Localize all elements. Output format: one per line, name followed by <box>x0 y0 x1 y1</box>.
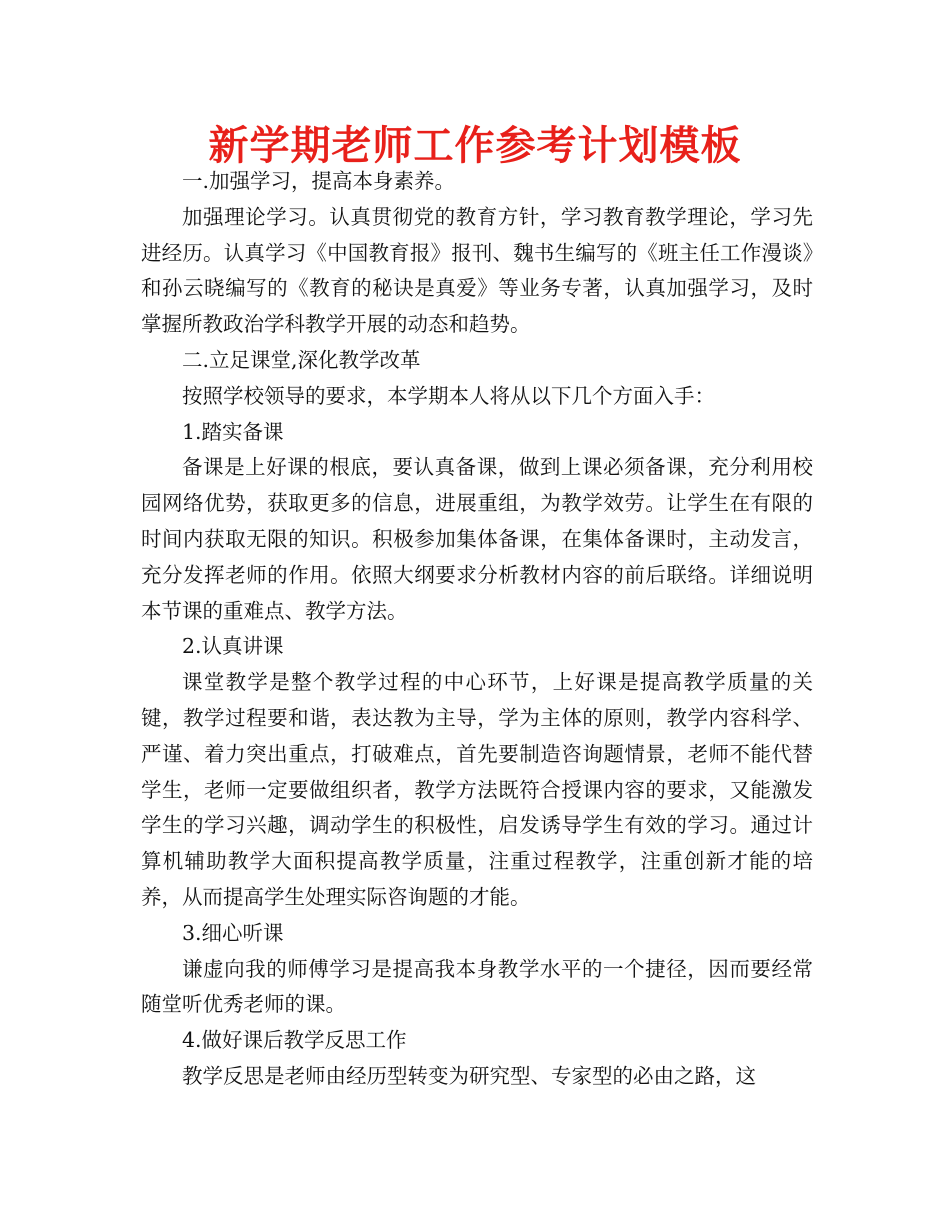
paragraph-intro: 按照学校领导的要求，本学期本人将从以下几个方面入手： <box>182 383 715 408</box>
section-heading-2: 二.立足课堂,深化教学改革 <box>182 347 421 372</box>
document-title: 新学期老师工作参考计划模板 <box>208 123 742 169</box>
paragraph-lesson-prep: 备课是上好课的根底，要认真备课，做到上课必须备课，充分利用校园网络优势，获取更多的信息，进展重组，为教学效劳。让学生在有限的时间内获取无限的知识。积极参加集体备课，在集体备课时，主动发言，充分发挥老师的作用。依照大纲要求分析教材内容的前后联络。详细说明本节课的重难点、教学方法。 <box>141 455 813 623</box>
subheading-reflection: 4.做好课后教学反思工作 <box>182 1028 407 1053</box>
subheading-observation: 3.细心听课 <box>182 920 284 945</box>
paragraph-reflection: 教学反思是老师由经历型转变为研究型、专家型的必由之路，这 <box>182 1063 756 1088</box>
paragraph-teaching: 课堂教学是整个教学过程的中心环节，上好课是提高教学质量的关键，教学过程要和谐，表达教为主导，学为主体的原则，教学内容科学、严谨、着力突出重点，打破难点，首先要制造咨询题情景，老师不能代替学生，老师一定要做组织者，教学方法既符合授课内容的要求，又能激发学生的学习兴趣，调动学生的积极性，启发诱导学生有效的学习。通过计算机辅助教学大面积提高教学质量，注重过程教学，注重创新才能的培养，从而提高学生处理实际咨询题的才能。 <box>141 670 813 909</box>
paragraph-theory-study: 加强理论学习。认真贯彻党的教育方针，学习教育教学理论，学习先进经历。认真学习《中国教育报》报刊、魏书生编写的《班主任工作漫谈》和孙云晓编写的《教育的秘诀是真爱》等业务专著，认真加强学习，及时掌握所教政治学科教学开展的动态和趋势。 <box>141 204 813 337</box>
subheading-lesson-prep: 1.踏实备课 <box>182 419 284 444</box>
subheading-teaching: 2.认真讲课 <box>182 634 284 659</box>
document-body <box>141 164 813 1095</box>
paragraph-observation: 谦虚向我的师傅学习是提高我本身教学水平的一个捷径，因而要经常随堂听优秀老师的课。 <box>141 956 813 1017</box>
section-heading-1: 一.加强学习，提高本身素养。 <box>182 169 456 193</box>
